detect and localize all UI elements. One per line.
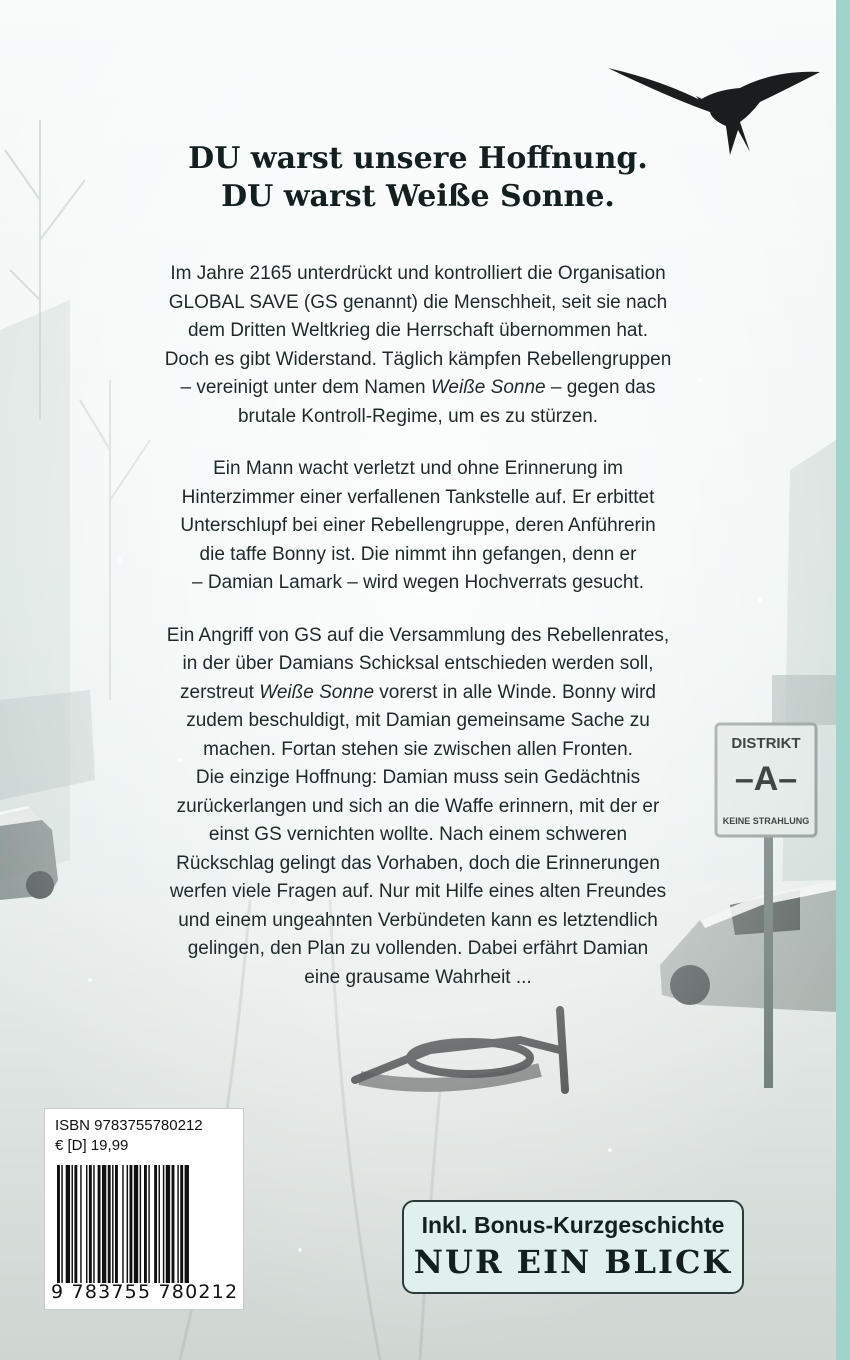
barcode-bar xyxy=(177,1165,178,1283)
text-line: und einem ungeahnten Verbündeten kann es letztendlich xyxy=(178,909,658,931)
headline-line-1: DU warst unsere Hoffnung. xyxy=(188,141,648,176)
text-line: brutale Kontroll-Regime, um es zu stürzen. xyxy=(237,405,599,427)
bonus-label: Inkl. Bonus-Kurzgeschichte xyxy=(421,1212,725,1238)
title-italic: Weiße Sonne xyxy=(430,377,546,398)
isbn-text xyxy=(55,1116,203,1156)
sign-line-2: –A– xyxy=(734,760,798,798)
barcode-bar xyxy=(102,1165,106,1283)
bonus-story-badge xyxy=(402,1200,744,1294)
text-line: Unterschlupf bei einer Rebellengruppe, deren Anführerin xyxy=(180,515,656,536)
barcode-bar xyxy=(80,1165,81,1283)
text-line: gelingen, den Plan zu vollenden. Dabei erfährt Damian xyxy=(187,938,649,959)
barcode-bar xyxy=(93,1165,94,1283)
barcode-bar xyxy=(172,1165,175,1283)
text-line: eine grausame Wahrheit ... xyxy=(304,966,532,988)
barcode-bar xyxy=(166,1165,170,1283)
isbn-number: ISBN 9783755780212 xyxy=(55,1117,203,1134)
text-line: Doch es gibt Widerstand. Täglich kämpfen Rebellengruppen xyxy=(164,348,672,370)
sign-line-3: KEINE STRAHLUNG xyxy=(722,816,810,826)
text-line: werfen viele Fragen auf. Nur mit Hilfe eines alten Freundes xyxy=(169,881,667,902)
barcode-bar xyxy=(66,1165,70,1283)
district-sign xyxy=(716,724,816,836)
barcode-bar xyxy=(159,1165,160,1283)
blurb-text xyxy=(0,260,836,1016)
barcode-digits: 9 783755 780212 xyxy=(51,1281,239,1303)
barcode-bar xyxy=(108,1165,111,1283)
barcode-bar xyxy=(154,1165,157,1283)
barcode-bar xyxy=(127,1165,128,1283)
barcode-bar xyxy=(115,1165,118,1283)
barcode-icon xyxy=(57,1165,231,1283)
barcode-bar xyxy=(74,1165,77,1283)
text-line: zudem beschuldigt, mit Damian gemeinsame Sache zu xyxy=(186,710,650,731)
text-line: dem Dritten Weltkrieg die Herrschaft übernommen hat. xyxy=(187,320,649,341)
text-line xyxy=(0,679,836,708)
barcode-bar xyxy=(86,1165,87,1283)
headline-line-2: DU warst Weiße Sonne. xyxy=(221,179,615,214)
price: € [D] 19,99 xyxy=(55,1137,129,1154)
barcode-bar xyxy=(61,1165,62,1283)
barcode-bar xyxy=(148,1165,149,1283)
barcode-bar xyxy=(112,1165,113,1283)
sign-line-1: DISTRIKT xyxy=(731,735,801,752)
barcode-bar xyxy=(130,1165,133,1283)
text-line: Die einzige Hoffnung: Damian muss sein Gedächtnis xyxy=(195,767,641,788)
barcode-bar xyxy=(89,1165,92,1283)
blurb-paragraph-2 xyxy=(0,455,836,598)
barcode-bar xyxy=(144,1165,147,1283)
barcode-bar xyxy=(134,1165,138,1283)
headline xyxy=(0,140,836,216)
text-line: einst GS vernichten wollte. Nach einem schweren xyxy=(208,824,628,845)
text-line: in der über Damians Schicksal entschieden werden soll, xyxy=(182,653,654,674)
barcode-bar xyxy=(57,1165,60,1283)
text-line: Ein Angriff von GS auf die Versammlung des Rebellenrates, xyxy=(166,624,670,646)
bonus-title: NUR EIN BLICK xyxy=(413,1243,733,1281)
title-italic: Weiße Sonne xyxy=(259,681,375,703)
text-line: Rückschlag gelingt das Vorhaben, doch die Erinnerungen xyxy=(176,852,660,874)
barcode-bar xyxy=(140,1165,141,1283)
text-fragment: – vereinigt unter dem Namen xyxy=(180,377,431,398)
barcode-bar xyxy=(72,1165,73,1283)
text-line: die taffe Bonny ist. Die nimmt ihn gefangen, denn er xyxy=(199,543,637,565)
text-line: Im Jahre 2165 unterdrückt und kontrolliert die Organisation xyxy=(170,263,666,284)
barcode-bar xyxy=(122,1165,123,1283)
text-fragment: zerstreut xyxy=(180,681,260,703)
text-fragment: vorerst in alle Winde. Bonny wird xyxy=(374,681,656,703)
text-line: zurückerlangen und sich an die Waffe erinnern, mit der er xyxy=(176,795,660,817)
isbn-box xyxy=(44,1108,244,1310)
barcode-bar xyxy=(185,1165,189,1283)
barcode-bar xyxy=(180,1165,183,1283)
text-line: GLOBAL SAVE (GS genannt) die Menschheit, seit sie nach xyxy=(168,291,668,313)
book-spine-edge xyxy=(836,0,850,1360)
text-line: machen. Fortan stehen sie zwischen allen Fronten. xyxy=(203,738,633,760)
text-fragment: – gegen das xyxy=(545,377,656,398)
text-line: Ein Mann wacht verletzt und ohne Erinnerung im xyxy=(213,458,623,479)
barcode-bar xyxy=(98,1165,101,1283)
barcode-bar xyxy=(163,1165,164,1283)
blurb-paragraph-1 xyxy=(0,260,836,431)
text-line: Hinterzimmer einer verfallenen Tankstelle auf. Er erbittet xyxy=(181,486,655,508)
text-line xyxy=(0,374,836,403)
text-line: – Damian Lamark – wird wegen Hochverrats gesucht. xyxy=(192,572,644,593)
blurb-paragraph-3 xyxy=(0,622,836,993)
